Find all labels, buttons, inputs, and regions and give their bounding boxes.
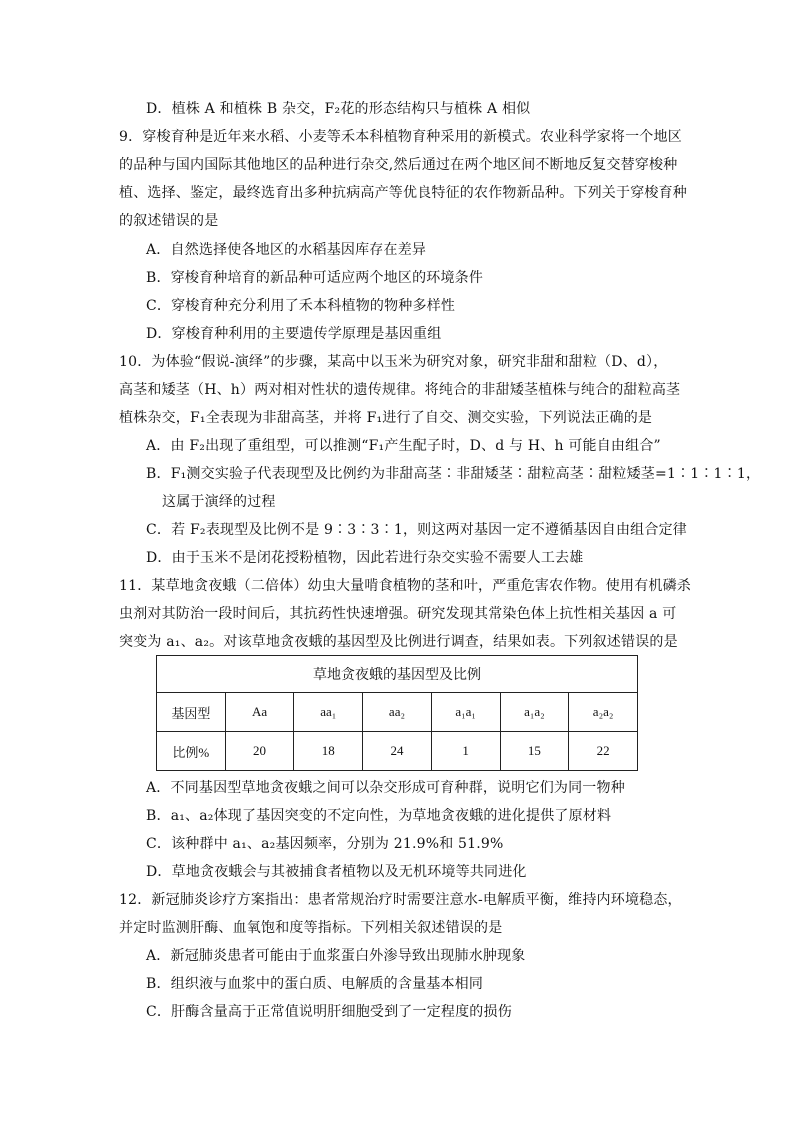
q11-option-a: A．不同基因型草地贪夜蛾之间可以杂交形成可育种群，说明它们为同一物种 (146, 780, 625, 796)
q12-option-c: C．肝酶含量高于正常值说明肝细胞受到了一定程度的损伤 (146, 1004, 512, 1020)
table-caption: 草地贪夜蛾的基因型及比例 (157, 656, 638, 693)
table-cell: aa₂ (363, 693, 432, 732)
q11-option-d: D．草地贪夜蛾会与其被捕食者植物以及无机环境等共同进化 (146, 864, 527, 880)
q9-stem-line-3: 植、选择、鉴定，最终选育出多种抗病高产等优良特征的农作物新品种。下列关于穿梭育种 (119, 185, 687, 201)
table-row-label: 比例% (157, 732, 226, 771)
table-cell: Aa (225, 693, 294, 732)
q10-option-b-line-2: 这属于演绎的过程 (162, 494, 276, 510)
q9-option-b: B．穿梭育种培育的新品种可适应两个地区的环境条件 (146, 270, 484, 286)
table-cell: 22 (569, 732, 638, 771)
table-cell: 24 (363, 732, 432, 771)
q9-stem-line-1: 9．穿梭育种是近年来水稻、小麦等禾本科植物育种采用的新模式。农业科学家将一个地区 (119, 129, 682, 145)
table-cell: aa₁ (294, 693, 363, 732)
table-row-ratios (157, 732, 638, 771)
q9-stem-line-2: 的品种与国内国际其他地区的品种进行杂交,然后通过在两个地区间不断地反复交替穿梭种 (119, 157, 678, 173)
q9-option-c: C．穿梭育种充分利用了禾本科植物的物种多样性 (146, 298, 456, 314)
q8-option-d: D．植株 A 和植株 B 杂交，F₂花的形态结构只与植株 A 相似 (146, 101, 531, 117)
genotype-table (156, 655, 638, 771)
q11-stem-line-3: 突变为 a₁、a₂。对该草地贪夜蛾的基因型及比例进行调查，结果如表。下列叙述错误的是 (119, 634, 678, 650)
q10-option-a: A．由 F₂出现了重组型，可以推测“F₁产生配子时，D、d 与 H、h 可能自由组合” (146, 438, 661, 454)
table-cell: 15 (500, 732, 569, 771)
q11-stem-line-1: 11．某草地贪夜蛾（二倍体）幼虫大量啃食植物的茎和叶，严重危害农作物。使用有机磷杀 (119, 578, 692, 594)
table-row-genotypes (157, 693, 638, 732)
q10-stem-line-3: 植株杂交，F₁全表现为非甜高茎，并将 F₁进行了自交、测交实验，下列说法正确的是 (119, 410, 653, 426)
q10-option-c: C．若 F₂表现型及比例不是 9∶3∶3∶1，则这两对基因一定不遵循基因自由组合定律 (146, 522, 687, 538)
q12-stem-line-1: 12．新冠肺炎诊疗方案指出：患者常规治疗时需要注意水-电解质平衡，维持内环境稳态， (119, 892, 682, 908)
q11-stem-line-2: 虫剂对其防治一段时间后，其抗药性快速增强。研究发现其常染色体上抗性相关基因 a 可 (119, 606, 677, 622)
q10-option-d: D．由于玉米不是闭花授粉植物，因此若进行杂交实验不需要人工去雄 (146, 550, 584, 566)
table-row-label: 基因型 (157, 693, 226, 732)
q12-option-a: A．新冠肺炎患者可能由于血浆蛋白外渗导致出现肺水肿现象 (146, 948, 526, 964)
q12-stem-line-2: 并定时监测肝酶、血氧饱和度等指标。下列相关叙述错误的是 (119, 920, 503, 936)
q12-option-b: B．组织液与血浆中的蛋白质、电解质的含量基本相同 (146, 976, 484, 992)
table-cell: 1 (431, 732, 500, 771)
q9-option-d: D．穿梭育种利用的主要遗传学原理是基因重组 (146, 326, 442, 342)
table-cell: a₁a₁ (431, 693, 500, 732)
q11-option-b: B．a₁、a₂体现了基因突变的不定向性，为草地贪夜蛾的进化提供了原材料 (146, 808, 612, 824)
table-cell: a₁a₂ (500, 693, 569, 732)
q10-stem-line-2: 高茎和矮茎（H、h）两对相对性状的遗传规律。将纯合的非甜矮茎植株与纯合的甜粒高茎 (119, 382, 681, 398)
q9-option-a: A．自然选择使各地区的水稻基因库存在差异 (146, 242, 427, 258)
q11-option-c: C．该种群中 a₁、a₂基因频率，分别为 21.9%和 51.9% (146, 836, 504, 852)
q10-stem-line-1: 10．为体验“假说-演绎”的步骤，某高中以玉米为研究对象，研究非甜和甜粒（D、d）， (119, 354, 668, 370)
table-cell: 18 (294, 732, 363, 771)
table-cell: a₂a₂ (569, 693, 638, 732)
q9-stem-line-4: 的叙述错误的是 (119, 213, 219, 229)
table-caption-row (157, 656, 638, 693)
table-cell: 20 (225, 732, 294, 771)
q10-option-b-line-1: B．F₁测交实验子代表现型及比例约为非甜高茎∶非甜矮茎∶甜粒高茎∶甜粒矮茎=1∶1∶1∶1， (146, 466, 761, 482)
